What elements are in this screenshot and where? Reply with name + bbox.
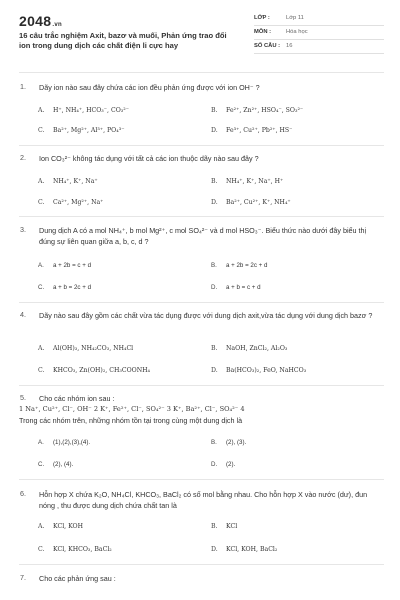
divider: [19, 145, 384, 146]
option-c[interactable]: C. KHCO₃, Zn(OH)₂, CH₃COONH₄: [38, 367, 151, 374]
question-number: 2.: [20, 153, 26, 162]
option-b[interactable]: B. Fe²⁺, Zn²⁺, HSO₄⁻, SO₃²⁻: [211, 107, 304, 114]
meta-value: Hóa học: [286, 29, 308, 35]
option-b[interactable]: B. (2), (3).: [211, 439, 247, 446]
question-stem: Hỗn hợp X chứa K₂O, NH₄Cl, KHCO₃, BaCl₂ có số mol bằng nhau. Cho hỗn hợp X vào nước (dư), đun nóng , thu được dung dịch chứa chất tan là: [39, 490, 368, 510]
option-b[interactable]: B. a + 2b = 2c + d: [211, 262, 268, 269]
ion-groups-line: 1 Na⁺, Cu²⁺, Cl⁻, OH⁻ 2 K⁺, Fe²⁺, Cl⁻, SO₄²⁻ 3 K⁺, Ba²⁺, Cl⁻, SO₄²⁻ 4: [19, 405, 245, 413]
option-d[interactable]: D. a + b = c + d: [211, 284, 261, 291]
option-a[interactable]: A. KCl, KOH: [38, 523, 84, 530]
site-logo[interactable]: [19, 13, 62, 29]
question-stem: Cho các nhóm ion sau :: [39, 394, 115, 403]
divider: [19, 216, 384, 217]
option-b[interactable]: B. NaOH, ZnCl₂, Al₂O₃: [211, 345, 288, 352]
divider: [19, 72, 384, 73]
option-d[interactable]: D. Ba(HCO₃)₂, FeO, NaHCO₃: [211, 367, 307, 374]
meta-label: SỐ CÂU :: [254, 43, 281, 49]
meta-class: [254, 13, 384, 26]
logo-suffix: .vn: [52, 22, 62, 28]
question-number: 7.: [20, 573, 26, 582]
question-number: 6.: [20, 489, 26, 498]
question-number: 1.: [20, 82, 26, 91]
option-c[interactable]: C. a + b = 2c + d: [38, 284, 92, 291]
question-stem: Dãy nào sau đây gồm các chất vừa tác dụng được với dung dịch axit,vừa tác dụng với dung dịch bazơ ?: [39, 311, 373, 320]
document-header: [0, 0, 400, 68]
question-stem: Ion CO₃²⁻ không tác dụng với tất cả các ion thuộc dãy nào sau đây ?: [39, 154, 259, 163]
question-stem: Dung dịch A có a mol NH₄⁺, b mol Mg²⁺, c mol SO₄²⁻ và d mol HSO₃⁻. Biểu thức nào dưới đây biểu thị đúng sự liên quan giữa a, b, c, d ?: [39, 226, 367, 246]
divider: [19, 302, 384, 303]
option-a[interactable]: A. H⁺, NH₄⁺, HCO₃⁻, CO₃²⁻: [38, 107, 130, 114]
option-c[interactable]: C. (2), (4).: [38, 461, 74, 468]
meta-value: 16: [286, 43, 293, 49]
option-a[interactable]: A. (1),(2),(3),(4).: [38, 439, 91, 446]
question-stem: Cho các phản ứng sau :: [39, 574, 116, 583]
option-a[interactable]: A. a + 2b = c + d: [38, 262, 92, 269]
option-c[interactable]: C. KCl, KHCO₃, BaCl₂: [38, 546, 112, 553]
meta-label: MÔN :: [254, 29, 272, 35]
option-c[interactable]: C. Ba²⁺, Mg²⁺, Al³⁺, PO₄³⁻: [38, 127, 125, 134]
question-stem: Dãy ion nào sau đây chứa các ion đều phản ứng được với ion OH⁻ ?: [39, 83, 260, 92]
meta-value: Lớp 11: [286, 15, 304, 21]
meta-question-count: [254, 41, 384, 54]
option-b[interactable]: B. KCl: [211, 523, 238, 530]
option-c[interactable]: C. Ca²⁺, Mg²⁺, Na⁺: [38, 199, 104, 206]
question-number: 3.: [20, 225, 26, 234]
option-a[interactable]: A. Al(OH)₃, NH₄₂CO₃, NH₄Cl: [38, 345, 134, 352]
option-b[interactable]: B. NH₄⁺, K⁺, Na⁺, H⁺: [211, 178, 284, 185]
option-d[interactable]: D. Ba²⁺, Cu²⁺, K⁺, NH₄⁺: [211, 199, 291, 206]
divider: [19, 385, 384, 386]
option-d[interactable]: D. KCl, KOH, BaCl₂: [211, 546, 278, 553]
meta-subject: [254, 27, 384, 40]
option-d[interactable]: D. (2).: [211, 461, 236, 468]
question-instruction: Trong các nhóm trên, những nhóm tồn tại trong cùng một dung dịch là: [19, 416, 243, 425]
logo-text: 2048: [19, 13, 52, 29]
question-number: 4.: [20, 310, 26, 319]
question-number: 5.: [20, 393, 26, 402]
option-d[interactable]: D. Fe³⁺, Cu²⁺, Pb²⁺, HS⁻: [211, 127, 293, 134]
option-a[interactable]: A. NH₄⁺, K⁺, Na⁺: [38, 178, 98, 185]
divider: [19, 564, 384, 565]
divider: [19, 479, 384, 480]
meta-label: LỚP :: [254, 15, 270, 21]
document-title: 16 câu trắc nghiệm Axit, bazơ và muối, Phản ứng trao đổi ion trong dung dịch các chất điện li cực hay: [19, 31, 227, 50]
